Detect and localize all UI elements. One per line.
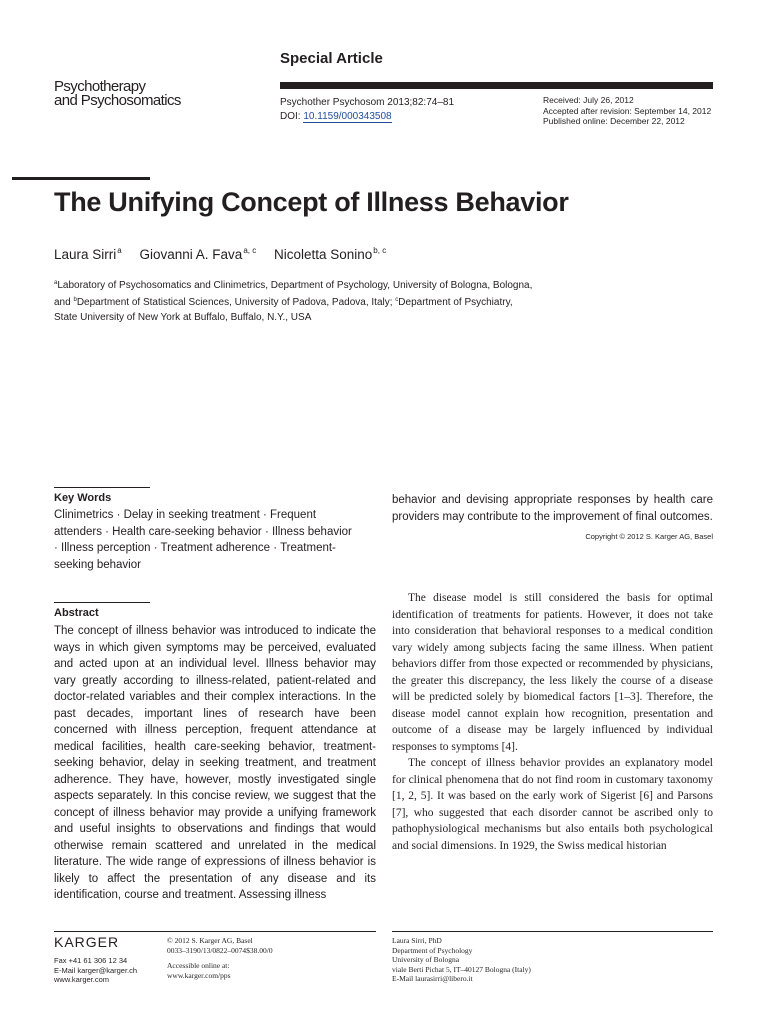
corr-email[interactable]: E-Mail laurasirri@libero.it (392, 974, 473, 983)
published-date: Published online: December 22, 2012 (543, 116, 685, 126)
correspondence-address (392, 936, 531, 984)
accepted-date: Accepted after revision: September 14, 2012 (543, 105, 712, 116)
abstract-continuation-block (392, 492, 713, 546)
publisher-website[interactable]: www.karger.com (54, 975, 110, 984)
author (274, 247, 386, 262)
keywords-rule (54, 487, 150, 488)
corr-street: viale Berti Pichat 5, IT–40127 Bologna (Italy) (392, 964, 531, 974)
article-title: The Unifying Concept of Illness Behavior (54, 187, 569, 217)
publisher-contact (54, 956, 137, 985)
author-affiliation-mark: a (117, 246, 122, 255)
abstract-text: The concept of illness behavior was introduced to indicate the ways in which given symptoms may be perceived, evaluated and acted upon at an individual level. Illness behavior may vary greatly according to illness-related, patient-related and doctor-related variables and their complex interactions. In the past decades, important lines of research have been concerned with illness perception, frequent attendance at medical facilities, health care-seeking behavior, treatment-seeking behavior, delay in seeking treatment, and treatment adherence. They have, however, mostly investigated single aspects separately. In this concise review, we suggest that the concept of illness behavior may provide a unifying framework and useful insights to observations and findings that would otherwise remain scattered and unrelated in the medical literature. The wide range of expressions of illness behavior is likely to affect the presentation of any disease and its identification, course and treatment. Assessing illness (54, 625, 376, 901)
affiliation-line: State University of New York at Buffalo, Buffalo, N.Y., USA (54, 312, 312, 323)
publisher-email[interactable]: E-Mail karger@karger.ch (54, 965, 138, 975)
publication-dates (543, 95, 711, 127)
body-paragraph: The disease model is still considered the basis for optimal identification of treatments for patients. However, it does not take into consideration that behavioral responses to a medical condition vary widely among subjects facing the same illness. When patient behaviors differ from those expected or recommended by physicians, the greater this discrepancy, the less likely the course of a disease will be predicted solely by biomedical factors [1–3]. Therefore, the disease model cannot explain how recognition, presentation and outcome of a disease may be largely influenced by individual responses to symptoms [4]. (392, 592, 713, 753)
footer-rule-right (392, 931, 713, 932)
affiliations (54, 276, 574, 325)
author (140, 247, 257, 262)
doi-link[interactable]: 10.1159/000343508 (303, 111, 392, 122)
journal-logo-line1: Psychotherapy (54, 78, 146, 95)
author (54, 247, 122, 262)
author-name: Giovanni A. Fava (139, 247, 243, 262)
online-label: Accessible online at: (167, 961, 230, 970)
footer-rule-left (54, 931, 376, 932)
received-date: Received: July 26, 2012 (543, 95, 634, 105)
copyright-line: © 2012 S. Karger AG, Basel (167, 936, 253, 945)
body-paragraph: The concept of illness behavior provides an explanatory model for clinical phenomena that do not find room in customary taxonomy [1, 2, 5]. It was based on the early work of Sigerist [6] and Parsons [7], who suggested that each disorder cannot be ascribed only to pathophysiological mechanisms but also entails both psychological and social dimensions. In 1929, the Swiss medical historian (392, 757, 713, 852)
author-list (54, 246, 400, 262)
body-text (392, 590, 713, 854)
abstract-rule (54, 602, 150, 603)
corr-dept: Department of Psychology (392, 945, 473, 955)
affiliation-prefix: and (54, 297, 74, 308)
citation-block (280, 96, 454, 124)
online-url[interactable]: www.karger.com/pps (167, 970, 231, 980)
affiliation-text: Laboratory of Psychosomatics and Clinimetrics, Department of Psychology, University of Bologna, Bologna, (57, 280, 533, 291)
abstract-continuation: behavior and devising appropriate responses by health care providers may contribute to the improvement of final outcomes. (392, 494, 713, 523)
publisher-logo: KARGER (54, 934, 120, 950)
issn-line: 0033–3190/13/0822–0074$38.00/0 (167, 945, 273, 955)
affiliation-line (54, 276, 574, 293)
article-type: Special Article (280, 50, 383, 67)
keywords-heading: Key Words (54, 492, 112, 504)
affiliation-mark: a (54, 280, 58, 286)
journal-logo-line2: and Psychosomatics (54, 92, 181, 109)
journal-logo (54, 80, 181, 108)
affiliation-line (54, 293, 574, 310)
affiliation-text: Department of Psychiatry, (398, 297, 513, 308)
publisher-copyright (167, 936, 273, 980)
author-affiliation-mark: a, c (243, 246, 257, 255)
affiliation-text: Department of Statistical Sciences, University of Padova, Padova, Italy; (76, 297, 396, 308)
citation: Psychother Psychosom 2013;82:74–81 (280, 97, 454, 108)
affiliation-mark: b (73, 297, 77, 303)
author-name: Laura Sirri (54, 247, 117, 262)
title-rule (12, 177, 150, 180)
doi-line (280, 110, 454, 124)
corr-name: Laura Sirri, PhD (392, 936, 442, 945)
keywords-text: Clinimetrics · Delay in seeking treatment · Frequent attenders · Health care-seeking behavior · Illness behavior · Illness perception · Treatment adherence · Treatment-seeking behavior (54, 509, 352, 571)
doi-label: DOI: (280, 111, 301, 122)
corr-univ: University of Bologna (392, 955, 460, 964)
publisher-fax: Fax +41 61 306 12 34 (54, 956, 128, 965)
author-name: Nicoletta Sonino (273, 247, 373, 262)
author-affiliation-mark: b, c (373, 246, 387, 255)
copyright-notice: Copyright © 2012 S. Karger AG, Basel (585, 532, 713, 541)
affiliation-mark: c (395, 297, 399, 303)
abstract-heading: Abstract (54, 607, 99, 619)
header-rule (280, 82, 713, 89)
